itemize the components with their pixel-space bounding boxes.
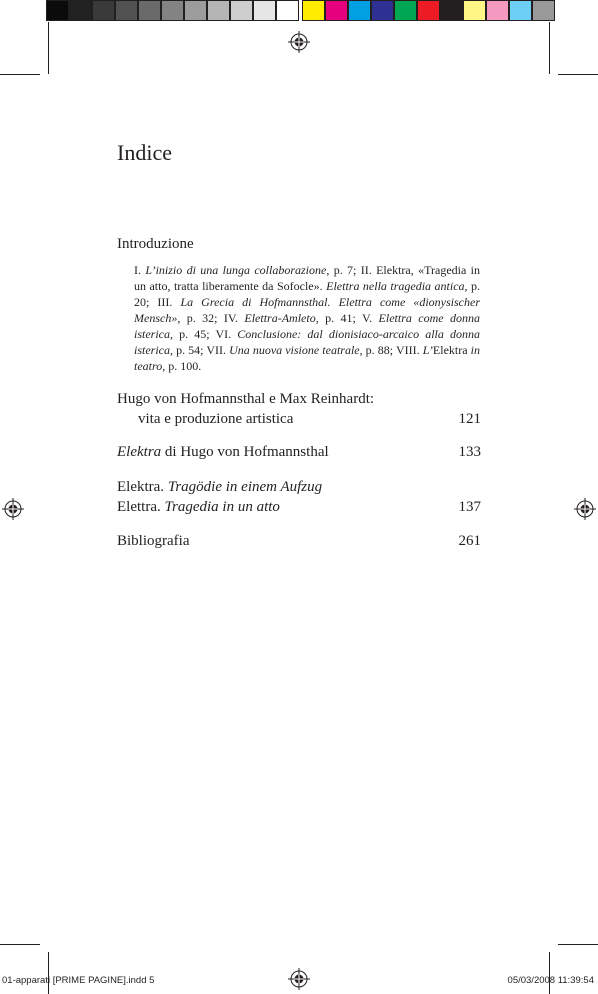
color-swatch <box>417 0 440 21</box>
intro-italic-run: Elettra nella tragedia antica <box>326 279 465 293</box>
color-swatch <box>486 0 509 21</box>
crop-mark <box>558 944 598 945</box>
intro-summary <box>134 262 480 374</box>
toc-entry-title: Elektra. <box>117 479 168 495</box>
toc-entry-texts[interactable] <box>117 477 481 517</box>
color-swatch <box>440 0 463 21</box>
toc-page-number: 133 <box>458 444 481 460</box>
gray-swatch <box>46 0 69 21</box>
intro-italic-run: Elettra-Amleto <box>244 311 316 325</box>
intro-italic-run: L’ <box>422 343 433 357</box>
intro-italic-run: La Grecia di Hofmannsthal. Elettra come «dionysischer Mensch» <box>134 295 480 325</box>
intro-text-run: I. <box>134 263 146 277</box>
toc-entry-title: Hugo von Hofmannsthal e Max Reinhardt: <box>117 391 375 407</box>
crop-mark <box>0 944 40 945</box>
intro-text-run: , p. 7; II. Elektra, «Tragedia in un atto, tratta liberamente da Sofocle». <box>134 263 480 293</box>
intro-italic-run: Elettra come donna isterica <box>134 311 480 341</box>
registration-mark-icon <box>288 968 310 990</box>
gray-swatch <box>230 0 253 21</box>
intro-heading: Introduzione <box>117 236 194 252</box>
toc-entry-title: di Hugo von Hofmannsthal <box>161 444 329 460</box>
intro-text-run: , p. 100. <box>162 359 202 373</box>
gray-swatch <box>276 0 299 21</box>
toc-entry-title-italic: Tragödie in einem Aufzug <box>167 479 323 495</box>
crop-mark <box>558 74 598 75</box>
page-title: Indice <box>117 140 172 165</box>
toc-entry-subtitle: vita e produzione artistica <box>138 411 294 427</box>
toc-page-number: 137 <box>458 499 481 515</box>
footer-filename: 01-apparati [PRIME PAGINE].indd 5 <box>2 975 155 986</box>
color-swatch <box>348 0 371 21</box>
intro-text-run: , p. 41; V. <box>315 311 379 325</box>
intro-text-run: Elektra <box>432 343 468 357</box>
intro-text-run: , p. 20; III. <box>134 279 481 309</box>
toc-entry-elektra[interactable] <box>117 442 481 462</box>
toc-entry-title: Bibliografia <box>117 533 190 549</box>
intro-text-run: , p. 45; VI. <box>170 327 238 341</box>
intro-italic-run: in teatro <box>134 343 480 373</box>
toc-page-number: 261 <box>458 533 481 549</box>
gray-swatch <box>69 0 92 21</box>
intro-text-run: , p. 88; VIII. <box>359 343 423 357</box>
gray-swatch <box>161 0 184 21</box>
intro-italic-run: L’inizio di una lunga collaborazione <box>145 263 327 277</box>
toc-entry-title-italic: Tragedia in un atto <box>164 499 280 515</box>
gray-swatch <box>115 0 138 21</box>
color-swatch <box>371 0 394 21</box>
toc-entry-bibliografia[interactable] <box>117 531 481 551</box>
toc-entry-title-italic: Elektra <box>117 444 162 460</box>
intro-italic-run: Una nuova visione teatrale <box>229 343 360 357</box>
color-swatch <box>394 0 417 21</box>
color-swatch <box>302 0 325 21</box>
crop-mark <box>549 22 550 74</box>
footer-timestamp: 05/03/2008 11:39:54 <box>507 975 594 986</box>
registration-mark-icon <box>574 498 596 520</box>
intro-italic-run: Conclusione: dal dionisiaco-arcaico alla donna isterica <box>134 327 481 357</box>
intro-text-run: , p. 32; IV. <box>177 311 245 325</box>
crop-mark <box>48 952 49 994</box>
crop-mark <box>0 74 40 75</box>
crop-mark <box>549 952 550 994</box>
color-swatch <box>325 0 348 21</box>
registration-mark-icon <box>288 31 310 53</box>
gray-swatch <box>253 0 276 21</box>
color-swatch <box>532 0 555 21</box>
crop-mark <box>48 22 49 74</box>
color-swatch <box>463 0 486 21</box>
toc-entry-hofmannsthal-reinhardt[interactable] <box>117 389 481 429</box>
registration-mark-icon <box>2 498 24 520</box>
toc-entry-title: Elettra. <box>117 499 165 515</box>
gray-swatch <box>138 0 161 21</box>
intro-text-run: , p. 54; VII. <box>170 343 230 357</box>
gray-swatch <box>92 0 115 21</box>
gray-swatch <box>184 0 207 21</box>
color-swatch <box>509 0 532 21</box>
gray-swatch <box>207 0 230 21</box>
toc-page-number: 121 <box>458 411 481 427</box>
